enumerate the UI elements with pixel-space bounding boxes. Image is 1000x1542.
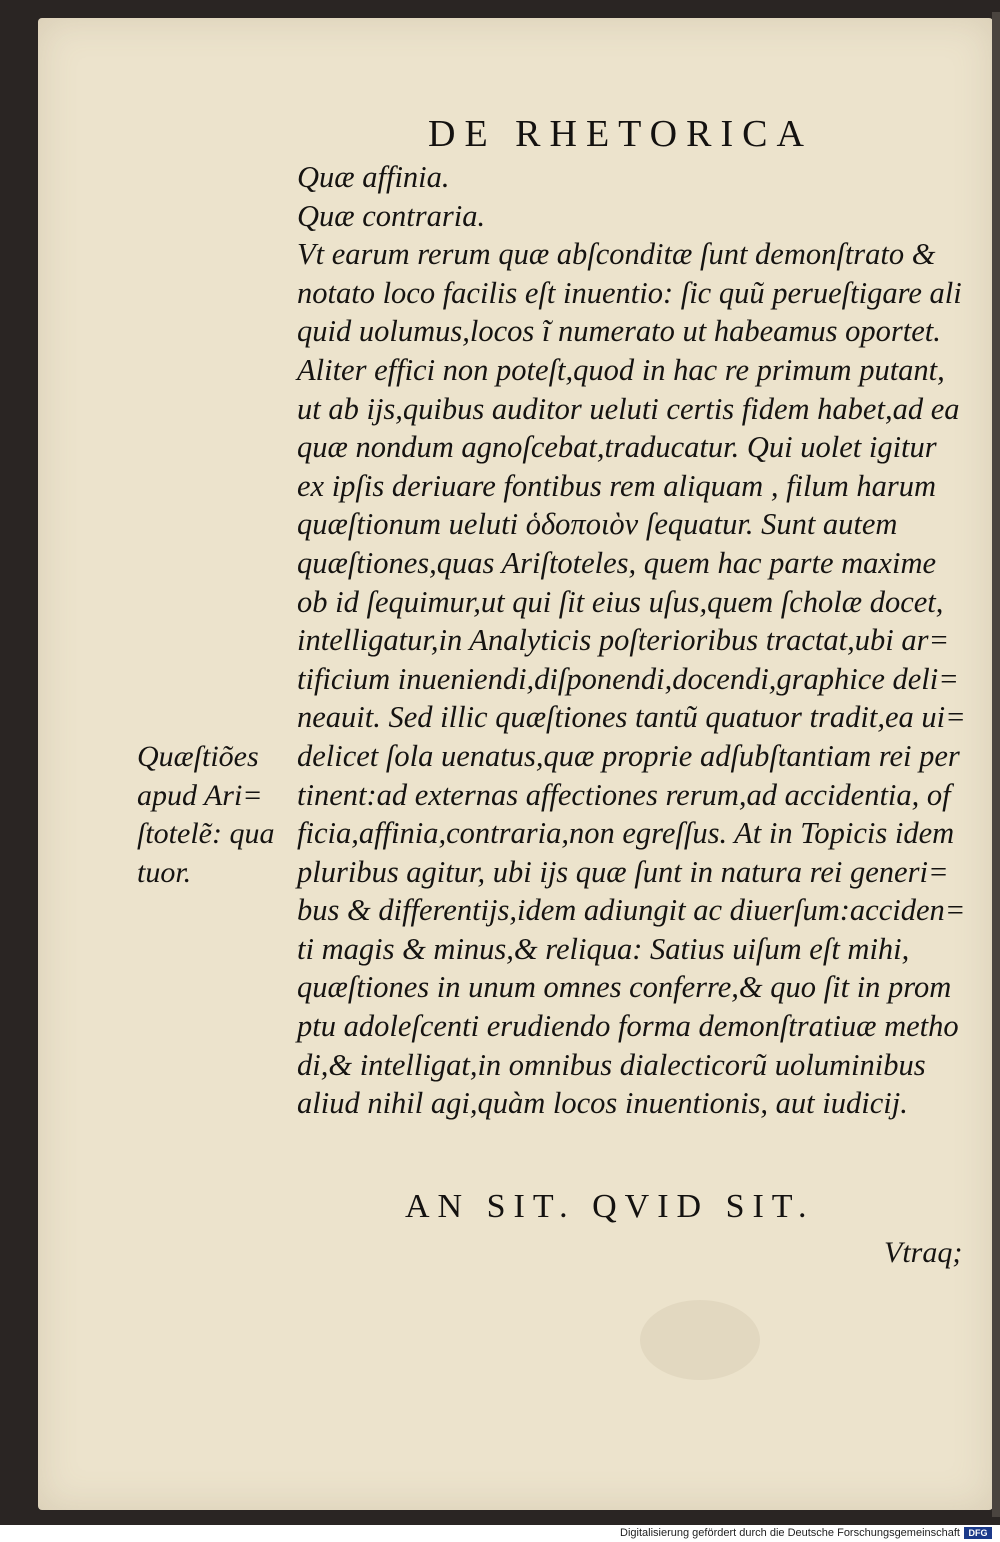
margin-line: apud Ari= (137, 778, 263, 812)
text-line: delicet ſola uenatus,quæ proprie adſubſtantiam rei per (297, 738, 960, 773)
text-line: notato loco facilis eſt inuentio: ſic quũ perueſtigare ali (297, 275, 962, 310)
text-line: di,& intelligat,in omnibus dialecticorũ uoluminibus (297, 1047, 926, 1082)
dfg-logo: DFG (964, 1527, 992, 1539)
text-line: tificium inueniendi,diſponendi,docendi,graphice deli= (297, 661, 959, 696)
text-line: ficia,affinia,contraria,non egreſſus. At in Topicis idem (297, 816, 955, 851)
section-heading: AN SIT. QVID SIT. (405, 1188, 815, 1225)
text-line: neauit. Sed illic quæſtiones tantũ quatuor tradit,ea ui= (297, 700, 966, 735)
text-line: quid uolumus,locos ĩ numerato ut habeamus oportet. (297, 314, 941, 349)
catchword: Vtraq; (884, 1236, 963, 1269)
main-text-block (297, 158, 977, 1123)
text-line: quæſtionum ueluti ὁδοποιὸν ſequatur. Sunt autem (297, 507, 898, 542)
text-line: ex ipſis deriuare fontibus rem aliquam , filum harum (297, 468, 937, 503)
text-line: quæſtiones in unum omnes conferre,& quo ſit in prom (297, 970, 952, 1005)
text-line: aliud nihil agi,quàm locos inuentionis, aut iudicij. (297, 1086, 908, 1121)
text-line: Vt earum rerum quæ abſconditæ ſunt demonſtrato & (297, 237, 936, 272)
text-line: pluribus agitur, ubi ijs quæ ſunt in natura rei generi= (297, 854, 949, 889)
margin-line: tuor. (137, 855, 192, 889)
page-edge (992, 12, 1000, 1517)
footer-credit: Digitalisierung gefördert durch die Deutsche Forschungsgemeinschaft (620, 1527, 960, 1539)
text-line: intelligatur,in Analyticis poſterioribus tractat,ubi ar= (297, 623, 950, 658)
paper-stain (640, 1300, 760, 1380)
running-head: DE RHETORICA (428, 113, 813, 155)
margin-line: ſtotelẽ: qua (137, 817, 275, 851)
text-line: Quæ contraria. (297, 198, 486, 233)
text-line: tinent:ad externas affectiones rerum,ad accidentia, of (297, 777, 951, 812)
text-line: quæ nondum agnoſcebat,traducatur. Qui uolet igitur (297, 430, 937, 465)
text-line: Aliter effici non poteſt,quod in hac re primum putant, (297, 352, 945, 387)
text-line: Quæ affinia. (297, 160, 450, 194)
text-line: quæſtiones,quas Ariſtoteles, quem hac parte maxime (297, 545, 937, 580)
text-line: ob id ſequimur,ut qui ſit eius uſus,quem ſcholæ docet, (297, 584, 944, 619)
text-line: ptu adoleſcenti erudiendo forma demonſtratiuæ metho (297, 1009, 959, 1044)
text-line: bus & differentijs,idem adiungit ac diuerſum:acciden= (297, 893, 966, 928)
text-line: ut ab ijs,quibus auditor ueluti certis fidem habet,ad ea (297, 391, 960, 426)
marginal-note (137, 738, 287, 892)
margin-line: Quæſtiões (137, 740, 259, 773)
text-line: ti magis & minus,& reliqua: Satius uiſum eſt mihi, (297, 931, 910, 966)
